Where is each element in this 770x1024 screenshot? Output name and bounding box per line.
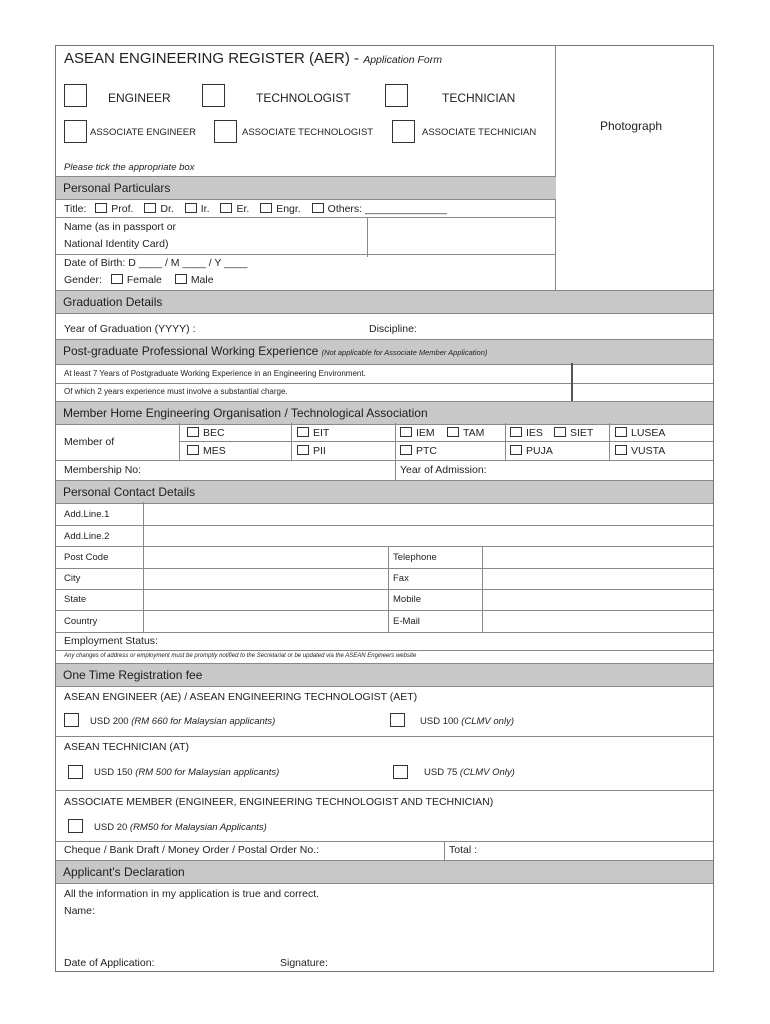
org-siet: SIET	[554, 427, 593, 439]
org-vusta: VUSTA	[615, 445, 665, 457]
associate-technologist-label: ASSOCIATE TECHNOLOGIST	[242, 127, 374, 138]
telephone-label: Telephone	[393, 552, 437, 563]
org-eit: EIT	[297, 427, 329, 439]
prof-checkbox[interactable]	[95, 203, 107, 213]
cheque-label: Cheque / Bank Draft / Money Order / Postal Order No.:	[64, 844, 320, 856]
male-checkbox[interactable]	[175, 274, 187, 284]
ptc-checkbox[interactable]	[400, 445, 412, 455]
title-row: Title: Prof. Dr. Ir. Er. Engr. Others: ______________	[64, 203, 447, 215]
dr-checkbox[interactable]	[144, 203, 156, 213]
application-form	[55, 45, 714, 972]
engineer-label: ENGINEER	[108, 91, 171, 105]
associate-technologist-checkbox[interactable]	[214, 120, 237, 143]
postgrad-line-2: Of which 2 years experience must involve a substantial charge.	[64, 387, 288, 396]
technician-checkbox[interactable]	[385, 84, 408, 107]
org-ptc: PTC	[400, 445, 437, 457]
email-label: E-Mail	[393, 616, 420, 627]
org-lusea: LUSEA	[615, 427, 665, 439]
year-of-graduation: Year of Graduation (YYYY) :	[64, 323, 196, 335]
usd-20-option: USD 20 (RM50 for Malaysian Applicants)	[94, 822, 267, 833]
photo-divider	[555, 46, 556, 292]
signature-label: Signature:	[280, 957, 328, 969]
org-iem: IEM	[400, 427, 435, 439]
others-checkbox[interactable]	[312, 203, 324, 213]
membership-heading: Member Home Engineering Organisation / Technological Association	[56, 401, 713, 425]
declaration-statement: All the information in my application is true and correct.	[64, 888, 320, 900]
fee-heading: One Time Registration fee	[56, 663, 713, 687]
er-checkbox[interactable]	[220, 203, 232, 213]
engineer-checkbox[interactable]	[64, 84, 87, 107]
technologist-checkbox[interactable]	[202, 84, 225, 107]
iem-checkbox[interactable]	[400, 427, 412, 437]
usd-75-option: USD 75 (CLMV Only)	[424, 767, 515, 778]
postgrad-line-1: At least 7 Years of Postgraduate Working Experience in an Engineering Environment.	[64, 369, 366, 378]
fax-label: Fax	[393, 573, 409, 584]
change-notice: Any changes of address or employment must be promptly notified to the Secretariat or be updated via the ASEAN Engineers website	[64, 653, 417, 659]
usd-200-option: USD 200 (RM 660 for Malaysian applicants)	[90, 716, 276, 727]
usd-100-option: USD 100 (CLMV only)	[420, 716, 514, 727]
declaration-heading: Applicant's Declaration	[56, 860, 713, 884]
bec-checkbox[interactable]	[187, 427, 199, 437]
name-label: Name (as in passport or	[64, 221, 177, 233]
contact-heading: Personal Contact Details	[56, 480, 713, 504]
address-line-2-label: Add.Line.2	[64, 531, 110, 542]
photograph-label: Photograph	[600, 119, 663, 133]
usd-150-checkbox[interactable]	[68, 765, 83, 779]
tam-checkbox[interactable]	[447, 427, 459, 437]
lusea-checkbox[interactable]	[615, 427, 627, 437]
graduation-heading: Graduation Details	[56, 290, 713, 314]
city-label: City	[64, 573, 81, 584]
usd-100-checkbox[interactable]	[390, 713, 405, 727]
associate-technician-checkbox[interactable]	[392, 120, 415, 143]
org-bec: BEC	[187, 427, 225, 439]
ae-aet-heading: ASEAN ENGINEER (AE) / ASEAN ENGINEERING TECHNOLOGIST (AET)	[64, 691, 418, 703]
ies-checkbox[interactable]	[510, 427, 522, 437]
siet-checkbox[interactable]	[554, 427, 566, 437]
tick-instruction: Please tick the appropriate box	[64, 162, 195, 173]
country-label: Country	[64, 616, 98, 627]
state-label: State	[64, 594, 87, 605]
at-heading: ASEAN TECHNICIAN (AT)	[64, 741, 190, 753]
date-of-application-label: Date of Application:	[64, 957, 155, 969]
technician-label: TECHNICIAN	[442, 91, 516, 105]
usd-200-checkbox[interactable]	[64, 713, 79, 727]
puja-checkbox[interactable]	[510, 445, 522, 455]
mobile-label: Mobile	[393, 594, 421, 605]
usd-20-checkbox[interactable]	[68, 819, 83, 833]
mes-checkbox[interactable]	[187, 445, 199, 455]
org-tam: TAM	[447, 427, 484, 439]
form-title: ASEAN ENGINEERING REGISTER (AER) - Application Form	[64, 50, 442, 67]
associate-engineer-checkbox[interactable]	[64, 120, 87, 143]
personal-particulars-heading: Personal Particulars	[56, 176, 556, 200]
address-line-1-label: Add.Line.1	[64, 509, 110, 520]
discipline-label: Discipline:	[369, 323, 417, 335]
associate-engineer-label: ASSOCIATE ENGINEER	[90, 127, 196, 138]
female-checkbox[interactable]	[111, 274, 123, 284]
usd-75-checkbox[interactable]	[393, 765, 408, 779]
name-label-2: National Identity Card)	[64, 238, 169, 250]
org-puja: PUJA	[510, 445, 553, 457]
associate-member-heading: ASSOCIATE MEMBER (ENGINEER, ENGINEERING TECHNOLOGIST AND TECHNICIAN)	[64, 796, 494, 808]
postgrad-heading: Post-graduate Professional Working Experience (Not applicable for Associate Member Application)	[56, 339, 713, 365]
ir-checkbox[interactable]	[185, 203, 197, 213]
vusta-checkbox[interactable]	[615, 445, 627, 455]
date-of-birth: Date of Birth: D ____ / M ____ / Y ____	[64, 257, 248, 269]
employment-status-label: Employment Status:	[64, 635, 158, 647]
org-ies: IES	[510, 427, 543, 439]
usd-150-option: USD 150 (RM 500 for Malaysian applicants)	[94, 767, 280, 778]
member-of-label: Member of	[64, 436, 115, 448]
gender-row: Gender: Female Male	[64, 274, 214, 286]
org-mes: MES	[187, 445, 226, 457]
membership-no-label: Membership No:	[64, 464, 142, 476]
associate-technician-label: ASSOCIATE TECHNICIAN	[422, 127, 537, 138]
org-pii: PII	[297, 445, 326, 457]
declaration-name-label: Name:	[64, 905, 95, 917]
eit-checkbox[interactable]	[297, 427, 309, 437]
engr-checkbox[interactable]	[260, 203, 272, 213]
year-of-admission-label: Year of Admission:	[400, 464, 487, 476]
form-subtitle: Application Form	[363, 54, 442, 66]
total-label: Total :	[449, 844, 478, 856]
post-code-label: Post Code	[64, 552, 109, 563]
technologist-label: TECHNOLOGIST	[256, 91, 351, 105]
postgrad-note: (Not applicable for Associate Member Application)	[321, 348, 488, 357]
pii-checkbox[interactable]	[297, 445, 309, 455]
